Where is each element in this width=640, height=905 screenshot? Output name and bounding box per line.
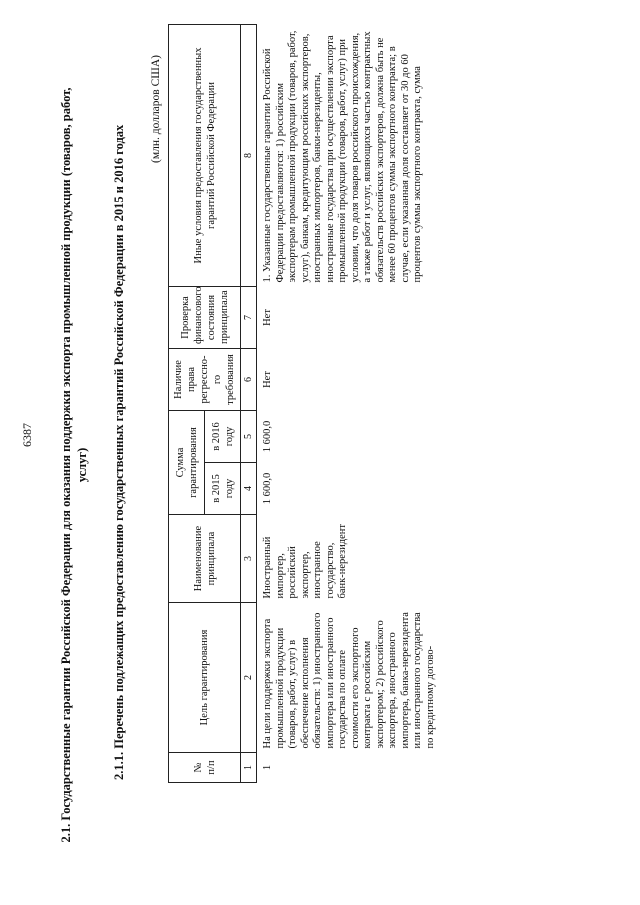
row-amount-2015: 1 600,0 [262,472,273,505]
subsection-title: 2.1.1. Перечень подлежащих предоставлению государственных гарантий Российской Федерации в 2015 и 2016 годах [112,124,126,780]
header-purpose: Цель гарантирования [169,603,241,753]
header-row [169,24,205,782]
col-number: 4 [241,463,257,515]
section-title: 2.1. Государственные гарантии Российской Федерации для оказания поддержки экспорта промышленной продукции (товаров, работ, услуг) [59,87,89,843]
header-num: № п/п [169,753,241,783]
row-amount-2016: 1 600,0 [262,420,273,453]
row-check: Нет [262,309,273,326]
col-number: 2 [241,603,257,753]
header-amount: Сумма гарантирования [169,410,205,514]
header-regress: Наличие права регрессно-го требования [169,348,241,410]
col-number: 6 [241,348,257,410]
units-label: (млн. долларов США) [150,55,162,163]
row-regress: Нет [262,371,273,388]
col-number: 7 [241,286,257,348]
table-row [257,24,438,782]
row-num: 1 [262,764,273,771]
col-number: 8 [241,24,257,286]
header-2015: в 2015 году [205,463,241,515]
page-number: 6387 [20,423,34,447]
header-check: Проверка финансового состояния принципала [169,286,241,348]
header-principal: Наименование принципала [169,515,241,603]
row-purpose: На цели поддержки экспорта промышленной продукции (товаров, работ, услуг) в обеспечение исполнения обязательств: 1) иностранного импортера или иностранного государства по оплате стоимости его экспортного контракта с российским экспортером; 2) российского экспортера, иностранного импортера, банка-нерезидента или иностранного государства по кредитному догово- [262,612,436,749]
column-numbers-row [241,24,257,782]
row-other-conditions: 1. Указанные государственные гарантии Российской Федерации предоставляются: 1) российским экспортерам промышленной продукции (товаров, работ, услуг), банкам, кредитующим российских экспортеров, иностранных импортеров, банки-нерезиденты, иностранные государства при осуществлении экспорта промышленной продукции (товаров, работ, услуг) при условии, что доля товаров российского происхождения, а также работ и услуг, являющихся частью контрактных обязательств российских экспортеров, должна быть не менее 60 процентов суммы экспортного контракта; в случае, если указанная доля составляет от 30 до 60 процентов суммы экспортного контракта, сумма [262,30,423,283]
guarantees-table [168,24,437,783]
col-number: 5 [241,410,257,462]
row-principal: Иностранный импортер, российский экспортер, иностранное государство, банк-нерезидент [262,523,348,599]
header-other: Иные условия предоставления государственных гарантий Российской Федерации [169,24,241,286]
col-number: 1 [241,753,257,783]
col-number: 3 [241,515,257,603]
header-2016: в 2016 году [205,410,241,462]
